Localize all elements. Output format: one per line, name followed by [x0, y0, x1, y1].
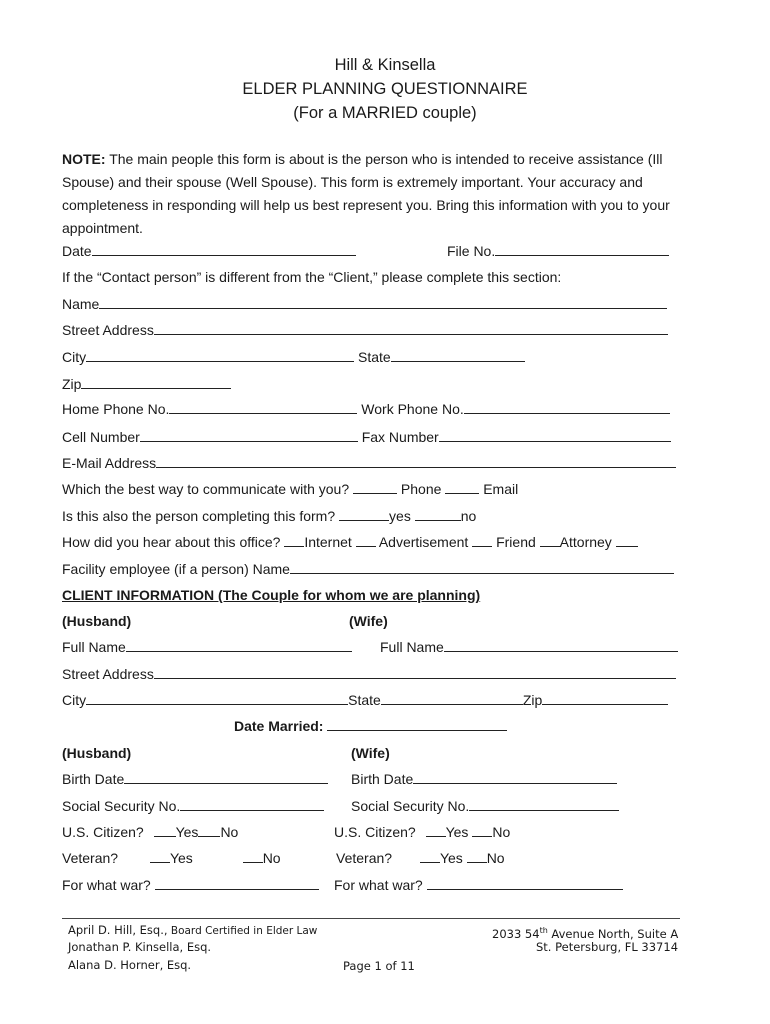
- contact-name-field[interactable]: [99, 295, 667, 309]
- note-text: The main people this form is about is the person who is intended to receive assistance (Ill Spouse) and their spouse (Well Spouse). This form is extremely important. Your accuracy and completeness in responding will help us best represent you. Bring this information with you to your appointment.: [62, 151, 670, 236]
- wife-ssn-row: [351, 797, 619, 815]
- wife-fullname-field[interactable]: [444, 638, 678, 652]
- husband-veteran-no-field[interactable]: [243, 849, 263, 863]
- wife-birth-label: Birth Date: [351, 771, 414, 787]
- wife-veteran-yes-field[interactable]: [420, 849, 440, 863]
- same-person-row: [62, 507, 476, 525]
- wife-citizen-yes: Yes: [445, 824, 469, 840]
- husband-ssn-field[interactable]: [180, 797, 324, 811]
- address-street: Avenue North, Suite A: [547, 926, 679, 941]
- cell-fax-row: [62, 428, 671, 446]
- wife-citizen-row: [334, 823, 510, 841]
- wife-war-label: For what war?: [334, 877, 423, 893]
- date-row: [62, 242, 356, 260]
- attorney-1-certification: Board Certified in Elder Law: [167, 925, 318, 937]
- wife-veteran-no-field[interactable]: [467, 849, 487, 863]
- file-no-field[interactable]: [495, 242, 669, 256]
- wife-fullname-label: Full Name: [380, 639, 444, 655]
- attorney-option: Attorney: [559, 534, 612, 550]
- client-street-label: Street Address: [62, 666, 154, 682]
- husband-citizen-yes: Yes: [175, 824, 199, 840]
- communication-row: [62, 480, 518, 498]
- footer-divider: [62, 918, 680, 919]
- husband-fullname-field[interactable]: [126, 638, 352, 652]
- attorney-blank[interactable]: [616, 533, 638, 547]
- contact-zip-row: [62, 375, 231, 393]
- contact-street-field[interactable]: [154, 321, 668, 335]
- friend-field[interactable]: [472, 533, 492, 547]
- husband-fullname-label: Full Name: [62, 639, 126, 655]
- attorney-1-name: April D. Hill, Esq.,: [68, 923, 168, 937]
- client-city-field[interactable]: [86, 691, 348, 705]
- cell-field[interactable]: [140, 428, 358, 442]
- wife-birth-field[interactable]: [413, 770, 617, 784]
- home-phone-label: Home Phone No.: [62, 401, 170, 417]
- address-street-number: 2033 54: [492, 926, 540, 941]
- yes-option: yes: [389, 508, 411, 524]
- husband-heading: (Husband): [62, 613, 132, 629]
- attorney-3: Alana D. Horner, Esq.: [68, 958, 192, 972]
- wife-veteran-row: [336, 849, 505, 867]
- client-zip-label: Zip: [522, 692, 543, 708]
- referral-row: [62, 533, 638, 551]
- contact-street-row: [62, 321, 668, 339]
- wife-war-field[interactable]: [427, 876, 623, 890]
- contact-state-field[interactable]: [391, 348, 525, 362]
- wife-veteran-yes: Yes: [439, 850, 463, 866]
- advertisement-option: Advertisement: [378, 534, 469, 550]
- client-state-label: State: [348, 692, 381, 708]
- husband-war-label: For what war?: [62, 877, 151, 893]
- form-title: ELDER PLANNING QUESTIONNAIRE: [242, 80, 528, 98]
- wife-citizen-no-field[interactable]: [472, 823, 492, 837]
- wife-fullname-row: [380, 638, 678, 656]
- wife-war-row: [334, 876, 623, 894]
- client-state-field[interactable]: [381, 691, 523, 705]
- date-married-row: [234, 717, 507, 735]
- husband-citizen-yes-field[interactable]: [154, 823, 176, 837]
- fax-field[interactable]: [439, 428, 671, 442]
- husband-birth-field[interactable]: [124, 770, 328, 784]
- client-street-field[interactable]: [154, 665, 676, 679]
- attorney-1: [68, 922, 317, 940]
- husband-birth-label: Birth Date: [62, 771, 125, 787]
- office-address-line-2: St. Petersburg, FL 33714: [536, 940, 679, 954]
- wife-ssn-label: Social Security No.: [351, 798, 470, 814]
- husband-ssn-row: [62, 797, 324, 815]
- form-subtitle: (For a MARRIED couple): [293, 104, 477, 122]
- friend-option: Friend: [496, 534, 536, 550]
- husband-citizen-label: U.S. Citizen?: [62, 824, 144, 840]
- husband-veteran-no: No: [262, 850, 281, 866]
- work-phone-label: Work Phone No.: [361, 401, 464, 417]
- street-label: Street Address: [62, 322, 154, 338]
- husband-fullname-row: [62, 638, 352, 656]
- phone-option: Phone: [400, 481, 442, 497]
- same-no-field[interactable]: [415, 507, 461, 521]
- same-person-question: Is this also the person completing this form?: [62, 508, 336, 524]
- client-city-row: [62, 691, 668, 709]
- facility-field[interactable]: [290, 560, 674, 574]
- state-label: State: [358, 349, 391, 365]
- file-no-label: File No.: [447, 243, 496, 259]
- work-phone-field[interactable]: [464, 400, 670, 414]
- husband-birth-row: [62, 770, 328, 788]
- email-choice-field[interactable]: [445, 480, 479, 494]
- date-married-field[interactable]: [327, 717, 507, 731]
- wife-birth-row: [351, 770, 617, 788]
- page-number: Page 1 of 11: [343, 959, 415, 973]
- phone-row: [62, 400, 670, 418]
- husband-citizen-no: No: [220, 824, 239, 840]
- facility-label: Facility employee (if a person) Name: [62, 561, 290, 577]
- email-row: [62, 454, 676, 472]
- note-paragraph: [62, 148, 687, 240]
- wife-ssn-field[interactable]: [469, 797, 619, 811]
- client-zip-field[interactable]: [542, 691, 668, 705]
- attorney-field[interactable]: [540, 533, 560, 547]
- husband-citizen-row: [62, 823, 238, 841]
- client-info-heading: CLIENT INFORMATION (The Couple for whom we are planning): [62, 587, 481, 603]
- husband-heading-2: (Husband): [62, 745, 132, 761]
- date-married-label: Date Married:: [234, 718, 324, 734]
- wife-heading-2: (Wife): [351, 745, 390, 761]
- email-option: Email: [483, 481, 519, 497]
- husband-war-field[interactable]: [155, 876, 319, 890]
- email-label: E-Mail Address: [62, 455, 157, 471]
- fax-label: Fax Number: [361, 429, 439, 445]
- husband-veteran-row: [62, 849, 281, 867]
- attorney-2: Jonathan P. Kinsella, Esq.: [68, 940, 212, 954]
- husband-veteran-label: Veteran?: [62, 850, 119, 866]
- email-field[interactable]: [156, 454, 676, 468]
- wife-citizen-no: No: [492, 824, 511, 840]
- communication-question: Which the best way to communicate with you?: [62, 481, 350, 497]
- contact-zip-field[interactable]: [81, 375, 231, 389]
- husband-veteran-yes-field[interactable]: [150, 849, 170, 863]
- wife-heading: (Wife): [349, 613, 388, 629]
- zip-label: Zip: [62, 376, 82, 392]
- advertisement-field[interactable]: [356, 533, 376, 547]
- name-label: Name: [62, 296, 100, 312]
- husband-citizen-no-field[interactable]: [198, 823, 220, 837]
- client-city-label: City: [62, 692, 87, 708]
- contact-name-row: [62, 295, 667, 313]
- contact-intro: If the “Contact person” is different from the “Client,” please complete this section:: [62, 269, 562, 285]
- cell-label: Cell Number: [62, 429, 140, 445]
- wife-veteran-no: No: [486, 850, 505, 866]
- referral-question: How did you hear about this office?: [62, 534, 281, 550]
- file-no-row: [447, 242, 669, 260]
- phone-choice-field[interactable]: [353, 480, 397, 494]
- contact-city-row: [62, 348, 525, 366]
- date-label: Date: [62, 243, 92, 259]
- home-phone-field[interactable]: [169, 400, 357, 414]
- wife-citizen-yes-field[interactable]: [426, 823, 446, 837]
- same-yes-field[interactable]: [339, 507, 389, 521]
- internet-option: Internet: [304, 534, 352, 550]
- contact-city-field[interactable]: [86, 348, 354, 362]
- wife-citizen-label: U.S. Citizen?: [334, 824, 416, 840]
- husband-ssn-label: Social Security No.: [62, 798, 181, 814]
- client-street-row: [62, 665, 676, 683]
- note-label: NOTE:: [62, 151, 106, 167]
- husband-war-row: [62, 876, 319, 894]
- no-option: no: [460, 508, 477, 524]
- wife-veteran-label: Veteran?: [336, 850, 393, 866]
- firm-name: Hill & Kinsella: [334, 56, 436, 74]
- internet-field[interactable]: [284, 533, 304, 547]
- facility-row: [62, 560, 674, 578]
- husband-veteran-yes: Yes: [169, 850, 193, 866]
- address-ordinal: th: [539, 926, 548, 935]
- date-field[interactable]: [92, 242, 356, 256]
- city-label: City: [62, 349, 87, 365]
